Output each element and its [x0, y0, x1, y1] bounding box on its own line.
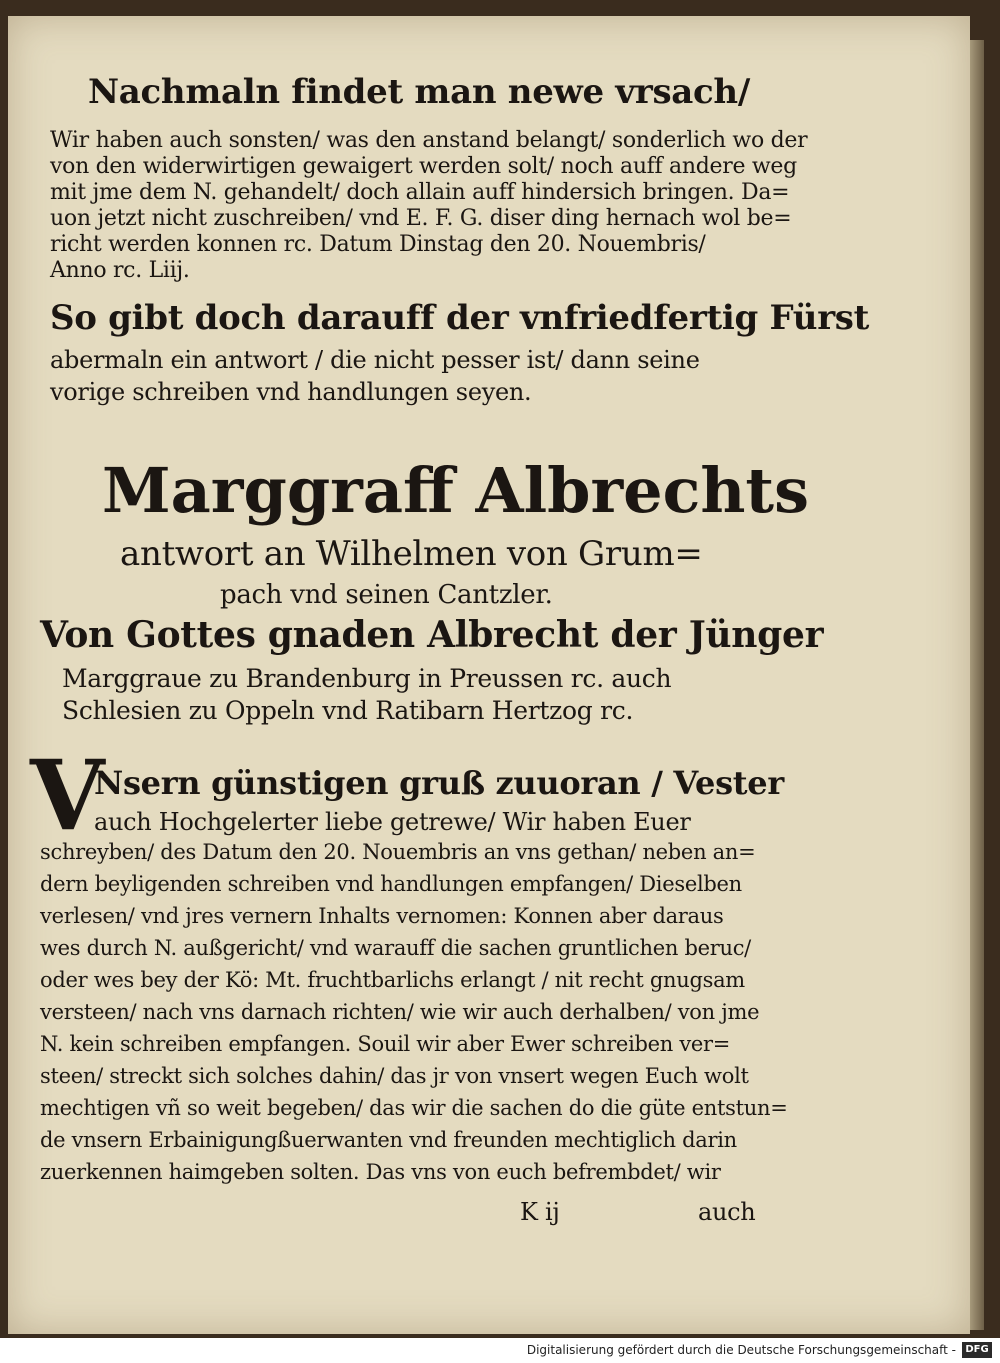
body-line: wes durch N. außgericht/ vnd warauff die sachen gruntlichen beruc/	[40, 936, 751, 960]
body-line: oder wes bey der Kö: Mt. fruchtbarlichs erlangt / nit recht gnugsam	[40, 968, 745, 992]
signature-mark: K ij	[520, 1198, 560, 1226]
address-line: Marggraue zu Brandenburg in Preussen rc. auch	[62, 664, 672, 693]
body-line: de vnsern Erbainigungßuerwanten vnd freunden mechtiglich darin	[40, 1128, 737, 1152]
text-line: uon jetzt nicht zuschreiben/ vnd E. F. G. diser ding hernach wol be=	[50, 206, 792, 231]
footer-bar	[0, 1338, 1000, 1363]
text-line: mit jme dem N. gehandelt/ doch allain auff hindersich bringen. Da=	[50, 180, 790, 205]
text-line: Nachmaln findet man newe vrsach/	[88, 72, 750, 112]
text-line: abermaln ein antwort / die nicht pesser ist/ dann seine	[50, 346, 700, 374]
address-line: Von Gottes gnaden Albrecht der Jünger	[40, 614, 824, 656]
section-subtitle: antwort an Wilhelmen von Grum=	[120, 534, 703, 574]
text-line: Wir haben auch sonsten/ was den anstand belangt/ sonderlich wo der	[50, 128, 808, 153]
body-line: N. kein schreiben empfangen. Souil wir aber Ewer schreiben ver=	[40, 1032, 731, 1056]
body-line: versteen/ nach vns darnach richten/ wie wir auch derhalben/ von jme	[40, 1000, 760, 1024]
body-line: mechtigen vñ so weit begeben/ das wir die sachen do die güte entstun=	[40, 1096, 788, 1120]
body-line: Nsern günstigen gruß zuuoran / Vester	[94, 764, 784, 802]
section-title: Marggraff Albrechts	[102, 454, 809, 527]
drop-cap: V	[30, 739, 105, 852]
address-line: Schlesien zu Oppeln vnd Ratibarn Hertzog rc.	[62, 696, 634, 725]
dfg-logo-icon: DFG	[962, 1342, 992, 1358]
text-line: Anno rc. Liij.	[50, 258, 190, 283]
body-line: steen/ streckt sich solches dahin/ das jr von vnsert wegen Euch wolt	[40, 1064, 749, 1088]
footer-credit: Digitalisierung gefördert durch die Deutsche Forschungsgemeinschaft -	[526, 1343, 956, 1357]
text-line: von den widerwirtigen gewaigert werden solt/ noch auff andere weg	[50, 154, 797, 179]
body-line: schreyben/ des Datum den 20. Nouembris an vns gethan/ neben an=	[40, 840, 756, 864]
body-line: auch Hochgelerter liebe getrewe/ Wir haben Euer	[94, 808, 691, 836]
text-line: richt werden konnen rc. Datum Dinstag den 20. Nouembris/	[50, 232, 706, 257]
text-line: So gibt doch darauff der vnfriedfertig Fürst	[50, 298, 870, 338]
section-subtitle: pach vnd seinen Cantzler.	[220, 580, 553, 610]
body-line: zuerkennen haimgeben solten. Das vns von euch befrembdet/ wir	[40, 1160, 721, 1184]
text-line: vorige schreiben vnd handlungen seyen.	[50, 378, 532, 406]
catchword: auch	[698, 1198, 756, 1226]
body-line: dern beyligenden schreiben vnd handlungen empfangen/ Dieselben	[40, 872, 742, 896]
body-line: verlesen/ vnd jres vernern Inhalts vernomen: Konnen aber daraus	[40, 904, 724, 928]
